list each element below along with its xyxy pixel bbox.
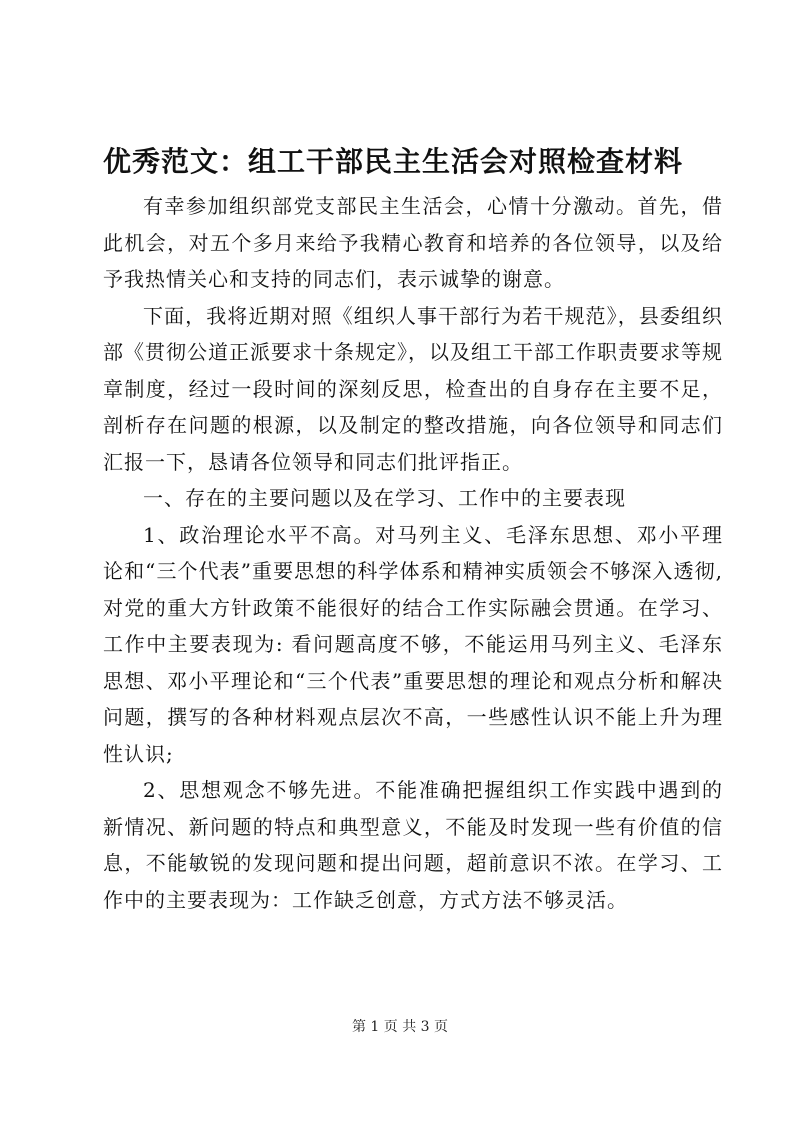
page-number-footer: 第 1 页 共 3 页 [351, 1019, 449, 1035]
document-title: 优秀范文：组工干部民主生活会对照检查材料 [103, 145, 684, 178]
paragraph-problem-2: 2、思想观念不够先进。不能准确把握组织工作实践中遇到的新情况、新问题的特点和典型意义，不能及时发现一些有价值的信息，不能敏锐的发现问题和提出问题，超前意识不浓。在学习、工作中的主要表现为：工作缺乏创意，方式方法不够灵活。 [103, 778, 723, 912]
paragraph-problem-1: 1、政治理论水平不高。对马列主义、毛泽东思想、邓小平理论和“三个代表”重要思想的科学体系和精神实质领会不够深入透彻,对党的重大方针政策不能很好的结合工作实际融会贯通。在学习、工作中主要表现为: 看问题高度不够，不能运用马列主义、毛泽东思想、邓小平理论和“三个代表”重要思想的理论和观点分析和解决问题，撰写的各种材料观点层次不高，一些感性认识不能上升为理性认识; [103, 522, 723, 766]
document-body [103, 188, 723, 918]
section-heading-main-problems: 一、存在的主要问题以及在学习、工作中的主要表现 [143, 486, 626, 510]
paragraph-intro: 有幸参加组织部党支部民主生活会，心情十分激动。首先，借此机会，对五个多月来给予我精心教育和培养的各位领导，以及给予我热情关心和支持的同志们，表示诚挚的谢意。 [103, 194, 723, 291]
paragraph-overview: 下面，我将近期对照《组织人事干部行为若干规范》，县委组织部《贯彻公道正派要求十条规定》，以及组工干部工作职责要求等规章制度，经过一段时间的深刻反思，检查出的自身存在主要不足，剖析存在问题的根源，以及制定的整改措施，向各位领导和同志们汇报一下，恳请各位领导和同志们批评指正。 [103, 303, 723, 474]
